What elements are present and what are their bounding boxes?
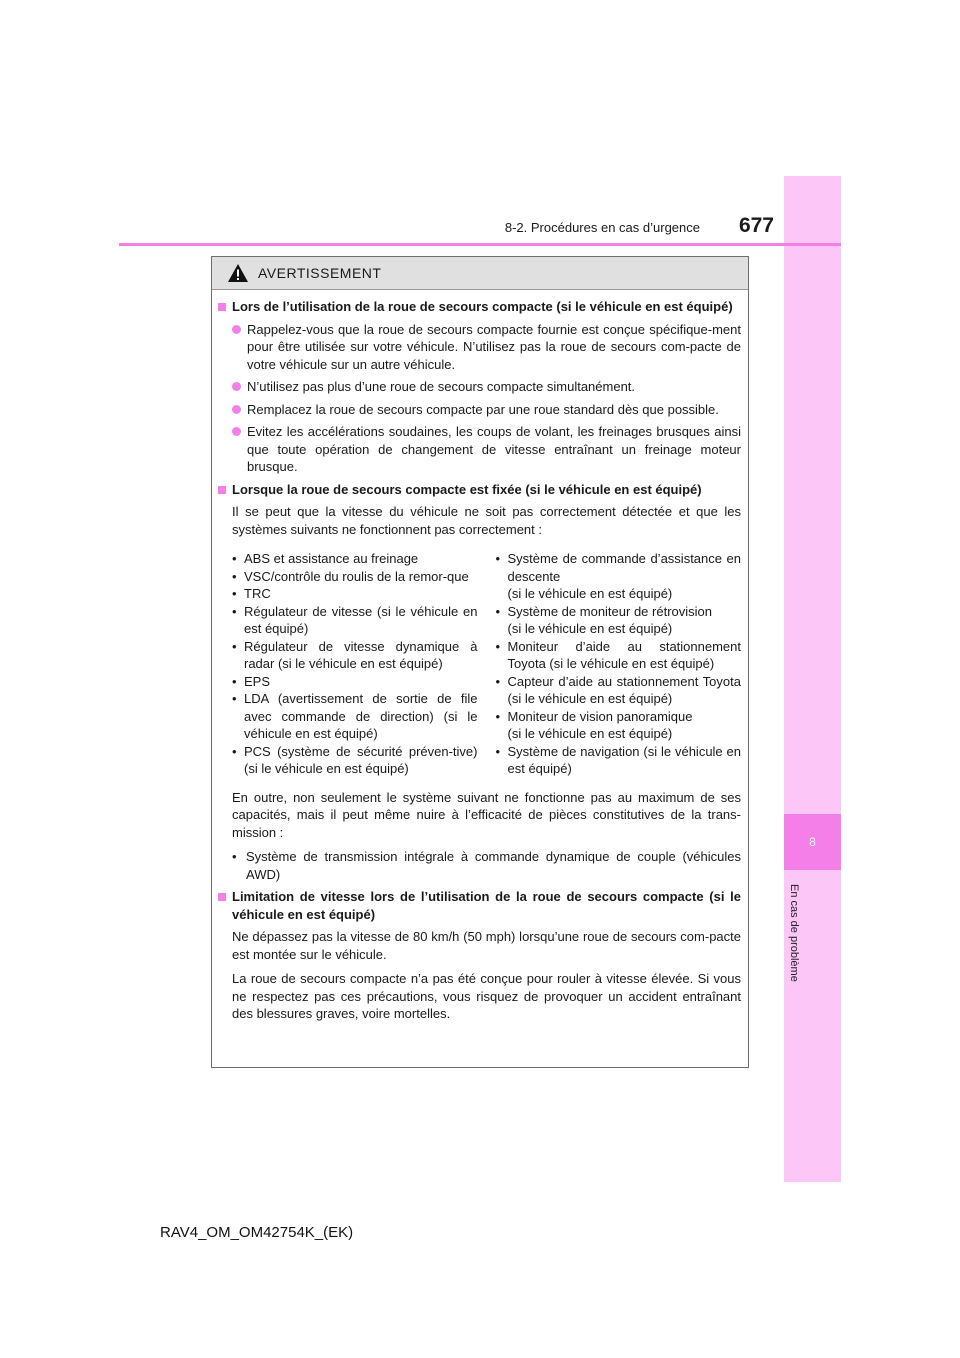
system-list-item <box>496 743 742 778</box>
system-list-text: PCS (système de sécurité préven-tive) (si le véhicule en est équipé) <box>244 743 478 776</box>
system-list-text: TRC <box>244 586 271 601</box>
bullet: • <box>232 691 237 706</box>
document-code: RAV4_OM_OM42754K_(EK) <box>160 1224 354 1241</box>
warning-box <box>211 256 749 1068</box>
system-list-text: ABS et assistance au freinage <box>244 551 419 566</box>
system-list-item <box>496 550 742 603</box>
speed-limit-paragraph: Ne dépassez pas la vitesse de 80 km/h (50 mph) lorsqu’une roue de secours com-pacte est montée sur le véhicule. <box>232 929 741 962</box>
system-list-text: VSC/contrôle du roulis de la remor-que <box>244 568 469 584</box>
warning-body <box>212 290 748 1023</box>
bullet: • <box>495 603 501 619</box>
section-heading-compact-spare: Lors de l’utilisation de la roue de secours compacte (si le véhicule en est équipé) <box>218 298 741 316</box>
bullet: • <box>495 743 501 759</box>
list-item: N’utilisez pas plus d’une roue de secours compacte simultanément. <box>218 378 741 396</box>
warning-header <box>212 257 748 290</box>
section-intro: Il se peut que la vitesse du véhicule ne soit pas correctement détectée et que les systèmes suivants ne fonctionnent pas correctement : <box>232 504 741 537</box>
affected-systems-columns <box>218 550 741 778</box>
system-list-item <box>496 603 742 638</box>
header-section-title: 8-2. Procédures en cas d’urgence <box>504 220 700 235</box>
bullet: • <box>232 673 237 689</box>
dot-bullet-icon <box>232 427 241 436</box>
bullet: • <box>232 568 237 584</box>
warning-title: AVERTISSEMENT <box>258 265 382 281</box>
bullet: • <box>232 586 237 601</box>
bullet: • <box>232 743 237 759</box>
system-list-item <box>232 743 478 778</box>
system-list-text: Système de commande d’assistance en descente (si le véhicule en est équipé) <box>507 551 741 601</box>
dot-bullet-icon <box>232 405 241 414</box>
chapter-side-tab <box>784 176 841 1182</box>
system-list-text: Capteur d’aide au stationnement Toyota (si le véhicule en est équipé) <box>507 673 741 706</box>
system-list-item <box>232 550 478 568</box>
system-list-text: Moniteur de vision panoramique (si le véhicule en est équipé) <box>507 708 693 741</box>
bullet: • <box>495 551 501 566</box>
bullet: • <box>495 673 501 689</box>
chapter-number: 8 <box>809 835 816 849</box>
header-rule <box>119 243 841 246</box>
consequence-paragraph: La roue de secours compacte n’a pas été conçue pour rouler à vitesse élevée. Si vous ne respectez pas ces précautions, vous risquez de provoquer un accident entraînant des blessures graves, voire mortelles. <box>232 971 741 1021</box>
system-list-item <box>496 638 742 673</box>
bullet: • <box>232 638 237 654</box>
dot-bullet-icon <box>232 325 241 334</box>
bullet: • <box>495 708 501 724</box>
bullet: • <box>495 638 501 654</box>
chapter-number-tab[interactable] <box>784 814 841 870</box>
transmission-note: En outre, non seulement le système suivant ne fonctionne pas au maximum de ses capacités, mais il peut même nuire à l’efficacité de pièces constitutives de la trans-mission : <box>232 789 741 840</box>
list-item: Evitez les accélérations soudaines, les coups de volant, les freinages brusques ainsi que toute opération de changement de vitesse entraînant un freinage moteur brusque. <box>218 423 741 476</box>
affected-systems-right <box>478 550 742 778</box>
system-list-item <box>232 568 478 586</box>
bullet: • <box>232 603 237 619</box>
list-item: Remplacez la roue de secours compacte par une roue standard dès que possible. <box>218 401 741 419</box>
list-item: Rappelez-vous que la roue de secours compacte fournie est conçue spécifique-ment pour être utilisée sur votre véhicule. N’utilisez pas la roue de secours com-pacte de votre véhicule sur un autre véhicule. <box>218 321 741 374</box>
system-list-text: Régulateur de vitesse (si le véhicule en est équipé) <box>244 603 478 636</box>
square-bullet-icon <box>218 893 226 901</box>
warning-triangle-icon <box>227 263 249 283</box>
system-list-item <box>496 708 742 743</box>
system-list-item <box>232 673 478 691</box>
system-list-item <box>232 638 478 673</box>
chapter-title: En cas de problème <box>788 884 800 982</box>
system-list-item <box>232 690 478 743</box>
chapter-title-tab <box>785 884 803 1004</box>
system-list-text: Système de moniteur de rétrovision (si le véhicule en est équipé) <box>507 603 712 636</box>
system-list-item <box>232 585 478 603</box>
system-list-text: LDA (avertissement de sortie de file avec commande de direction) (si le véhicule en est équipé) <box>244 691 478 741</box>
section-heading-spare-fitted: Lorsque la roue de secours compacte est fixée (si le véhicule en est équipé) <box>218 481 741 499</box>
system-list-text: Régulateur de vitesse dynamique à radar (si le véhicule en est équipé) <box>244 638 478 671</box>
page-number: 677 <box>738 214 774 237</box>
square-bullet-icon <box>218 303 226 311</box>
list-item: • Système de transmission intégrale à commande dynamique de couple (véhicules AWD) <box>232 849 741 882</box>
bullet: • <box>232 551 237 566</box>
square-bullet-icon <box>218 486 226 494</box>
section-heading-speed-limit: Limitation de vitesse lors de l’utilisation de la roue de secours compacte (si le véhicule en est équipé) <box>218 888 741 923</box>
system-list-text: EPS <box>244 673 271 689</box>
system-list-text: Système de navigation (si le véhicule en est équipé) <box>507 743 741 776</box>
system-list-text: Moniteur d’aide au stationnement Toyota (si le véhicule en est équipé) <box>507 638 741 671</box>
affected-systems-left <box>232 550 478 778</box>
dot-bullet-icon <box>232 382 241 391</box>
system-list-item <box>232 603 478 638</box>
system-list-item <box>496 673 742 708</box>
